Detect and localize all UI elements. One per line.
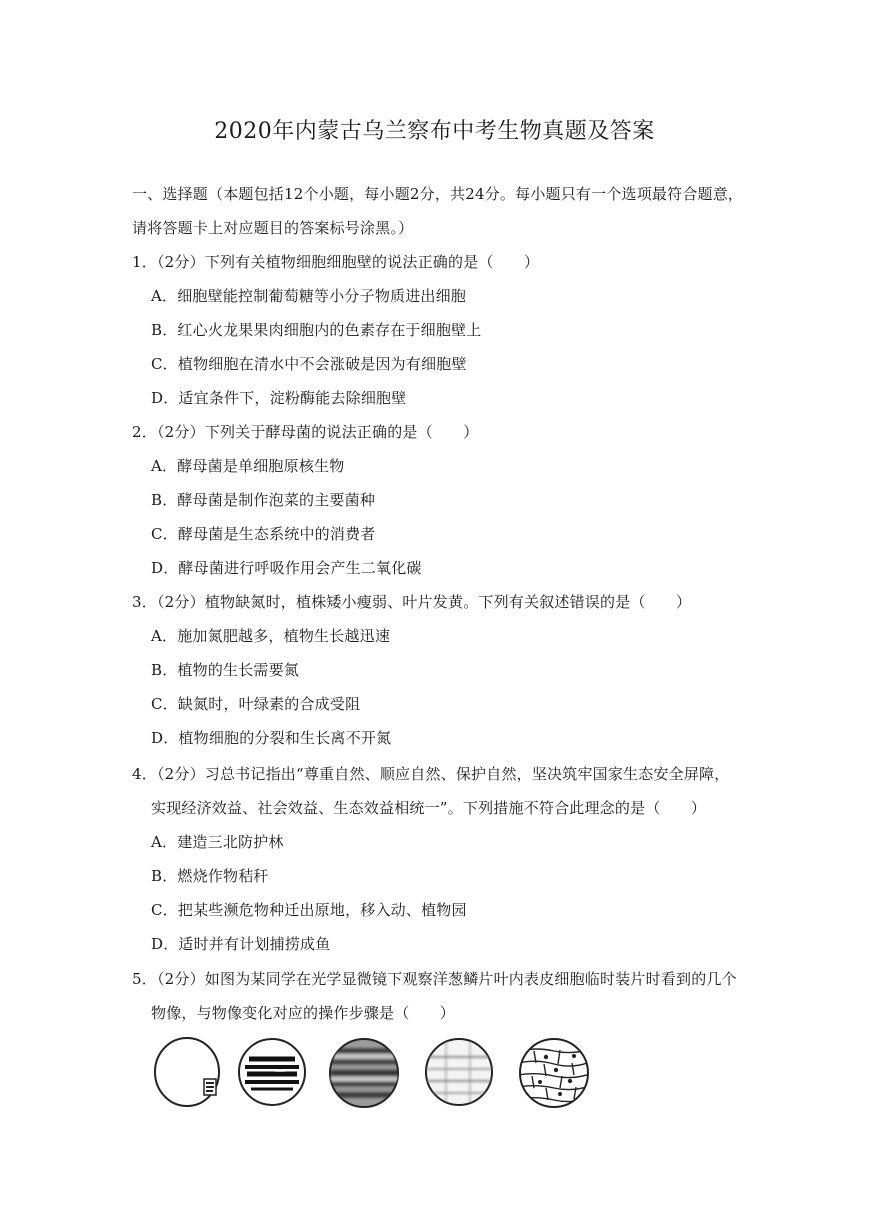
question-1-stem: 1．（2分）下列有关植物细胞细胞壁的说法正确的是（ ） [132,253,540,271]
question-2-option-b: B．酵母菌是制作泡菜的主要菌种 [151,491,376,509]
microscope-view-5 [516,1035,592,1111]
question-2-option-d: D．酵母菌进行呼吸作用会产生二氧化碳 [151,559,422,577]
question-2-option-c: C．酵母菌是生态系统中的消费者 [151,525,376,543]
section-instructions-line-1: 一、选择题（本题包括12个小题，每小题2分，共24分。每小题只有一个选项最符合题意， [132,185,744,203]
question-4-option-a: A．建造三北防护林 [151,833,284,851]
question-4-stem: 4．（2分）习总书记指出“尊重自然、顺应自然、保护自然，坚决筑牢国家生态安全屏障， [132,765,730,783]
question-2-stem: 2．（2分）下列关于酵母菌的说法正确的是（ ） [132,423,479,441]
question-3-option-b: B．植物的生长需要氮 [151,661,300,679]
microscope-view-1 [152,1035,222,1109]
question-1-option-c: C．植物细胞在清水中不会涨破是因为有细胞壁 [151,355,467,373]
question-2-option-a: A．酵母菌是单细胞原核生物 [151,457,345,475]
question-4-stem-continued: 实现经济效益、社会效益、生态效益相统一”。下列措施不符合此理念的是（ ） [151,799,707,817]
question-4-option-d: D．适时并有计划捕捞成鱼 [151,935,331,953]
question-1-option-b: B．红心火龙果果肉细胞内的色素存在于细胞壁上 [151,321,482,339]
question-4-option-b: B．燃烧作物秸秆 [151,867,269,885]
question-3-option-d: D．植物细胞的分裂和生长离不开氮 [151,729,392,747]
microscope-view-3 [326,1035,402,1111]
page-title: 2020年内蒙古乌兰察布中考生物真题及答案 [214,119,655,144]
question-5-stem-continued: 物像，与物像变化对应的操作步骤是（ ） [151,1004,456,1022]
question-5-stem: 5．（2分）如图为某同学在光学显微镜下观察洋葱鳞片叶内表皮细胞临时装片时看到的几个 [132,970,737,988]
microscope-views-figure [150,1035,600,1115]
question-3-stem: 3．（2分）植物缺氮时，植株矮小瘦弱、叶片发黄。下列有关叙述错误的是（ ） [132,593,692,611]
microscope-view-2 [235,1035,309,1109]
microscope-view-4 [422,1035,496,1109]
question-3-option-c: C．缺氮时，叶绿素的合成受阻 [151,695,361,713]
section-instructions-line-2: 请将答题卡上对应题目的答案标号涂黑。） [132,219,414,237]
question-3-option-a: A．施加氮肥越多，植物生长越迅速 [151,627,391,645]
question-4-option-c: C．把某些濒危物种迁出原地，移入动、植物园 [151,901,467,919]
question-1-option-a: A．细胞壁能控制葡萄糖等小分子物质进出细胞 [151,287,467,305]
question-1-option-d: D．适宜条件下，淀粉酶能去除细胞壁 [151,389,407,407]
